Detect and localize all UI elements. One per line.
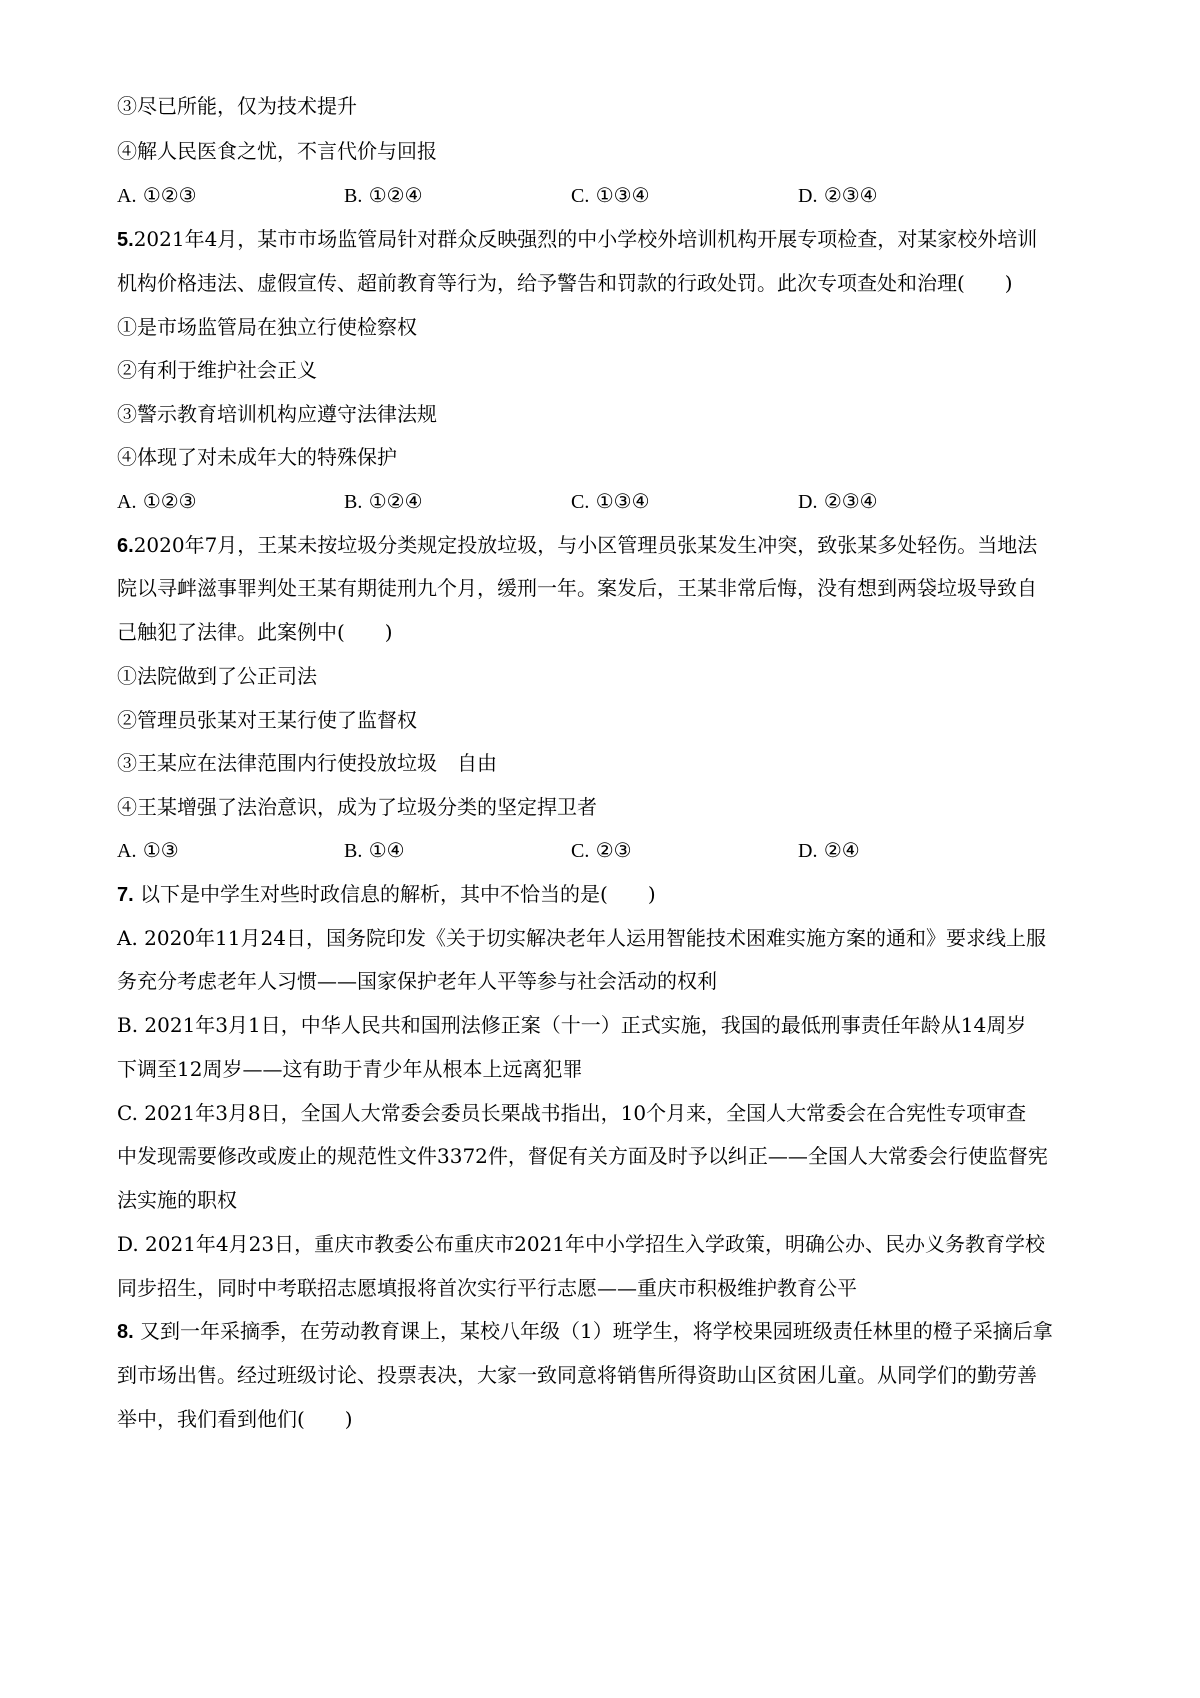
option-d: D. ②④	[798, 838, 860, 862]
question-8: 8. 又到一年采摘季，在劳动教育课上，某校八年级（1）班学生，将学校果园班级责任林里的橙子采摘后拿	[117, 1319, 1053, 1343]
statement-q5-4: ④体现了对未成年大的特殊保护	[117, 445, 397, 469]
question-number: 6.	[117, 535, 134, 557]
statement-q5-3: ③警示教育培训机构应遵守法律法规	[117, 402, 437, 426]
option-d: D. ②③④	[798, 183, 878, 207]
option-a: A. ①③	[117, 838, 179, 862]
statement-q5-2: ②有利于维护社会正义	[117, 358, 317, 382]
statement-q6-4: ④王某增强了法治意识，成为了垃圾分类的坚定捍卫者	[117, 795, 597, 819]
option-7c-line-1: C. 2021年3月8日，全国人大常委会委员长栗战书指出，10个月来，全国人大常委会在合宪性专项审查	[117, 1101, 1027, 1125]
question-6: 6.2020年7月，王某未按垃圾分类规定投放垃圾，与小区管理员张某发生冲突，致张某多处轻伤。当地法	[117, 533, 1038, 557]
question-6-line-2: 院以寻衅滋事罪判处王某有期徒刑九个月，缓刑一年。案发后，王某非常后悔，没有想到两袋垃圾导致自	[117, 576, 1037, 600]
option-d: D. ②③④	[798, 489, 878, 513]
option-b: B. ①②④	[344, 489, 423, 513]
statement-q4-3: ③尽已所能，仅为技术提升	[117, 94, 357, 118]
question-number: 8.	[117, 1321, 134, 1343]
options-q5	[117, 487, 1117, 515]
statement-q4-4: ④解人民医食之忧，不言代价与回报	[117, 139, 437, 163]
question-5-line-2: 机构价格违法、虚假宣传、超前教育等行为，给予警告和罚款的行政处罚。此次专项查处和治理( )	[117, 271, 1013, 295]
option-7b-line-2: 下调至12周岁——这有助于青少年从根本上远离犯罪	[117, 1057, 583, 1081]
option-7c-line-2: 中发现需要修改或废止的规范性文件3372件，督促有关方面及时予以纠正——全国人大常委会行使监督宪	[117, 1144, 1048, 1168]
option-7d-line-1: D. 2021年4月23日，重庆市教委公布重庆市2021年中小学招生入学政策，明确公办、民办义务教育学校	[117, 1232, 1046, 1256]
question-8-line-2: 到市场出售。经过班级讨论、投票表决，大家一致同意将销售所得资助山区贫困儿童。从同学们的勤劳善	[117, 1363, 1037, 1387]
question-7: 7. 以下是中学生对些时政信息的解析，其中不恰当的是( )	[117, 882, 656, 906]
statement-q6-3: ③王某应在法律范围内行使投放垃圾 自由	[117, 751, 497, 775]
question-5: 5.2021年4月，某市市场监管局针对群众反映强烈的中小学校外培训机构开展专项检查，对某家校外培训	[117, 227, 1038, 251]
option-a: A. ①②③	[117, 489, 197, 513]
options-q4	[117, 181, 1117, 209]
question-6-line-3: 己触犯了法律。此案例中( )	[117, 620, 393, 644]
option-7c-line-3: 法实施的职权	[117, 1188, 237, 1212]
option-a: A. ①②③	[117, 183, 197, 207]
option-b: B. ①④	[344, 838, 405, 862]
option-c: C. ①③④	[571, 183, 650, 207]
question-8-line-3: 举中，我们看到他们( )	[117, 1407, 353, 1431]
options-q6	[117, 836, 1117, 864]
option-c: C. ①③④	[571, 489, 650, 513]
option-b: B. ①②④	[344, 183, 423, 207]
option-7a-line-1: A. 2020年11月24日，国务院印发《关于切实解决老年人运用智能技术困难实施方案的通和》要求线上服	[117, 926, 1046, 950]
statement-q5-1: ①是市场监管局在独立行使检察权	[117, 315, 417, 339]
statement-q6-2: ②管理员张某对王某行使了监督权	[117, 708, 417, 732]
question-number: 7.	[117, 884, 134, 906]
option-7b-line-1: B. 2021年3月1日，中华人民共和国刑法修正案（十一）正式实施，我国的最低刑事责任年龄从14周岁	[117, 1013, 1027, 1037]
option-c: C. ②③	[571, 838, 632, 862]
option-7d-line-2: 同步招生，同时中考联招志愿填报将首次实行平行志愿——重庆市积极维护教育公平	[117, 1276, 857, 1300]
option-7a-line-2: 务充分考虑老年人习惯——国家保护老年人平等参与社会活动的权利	[117, 969, 717, 993]
question-number: 5.	[117, 229, 134, 251]
statement-q6-1: ①法院做到了公正司法	[117, 664, 317, 688]
